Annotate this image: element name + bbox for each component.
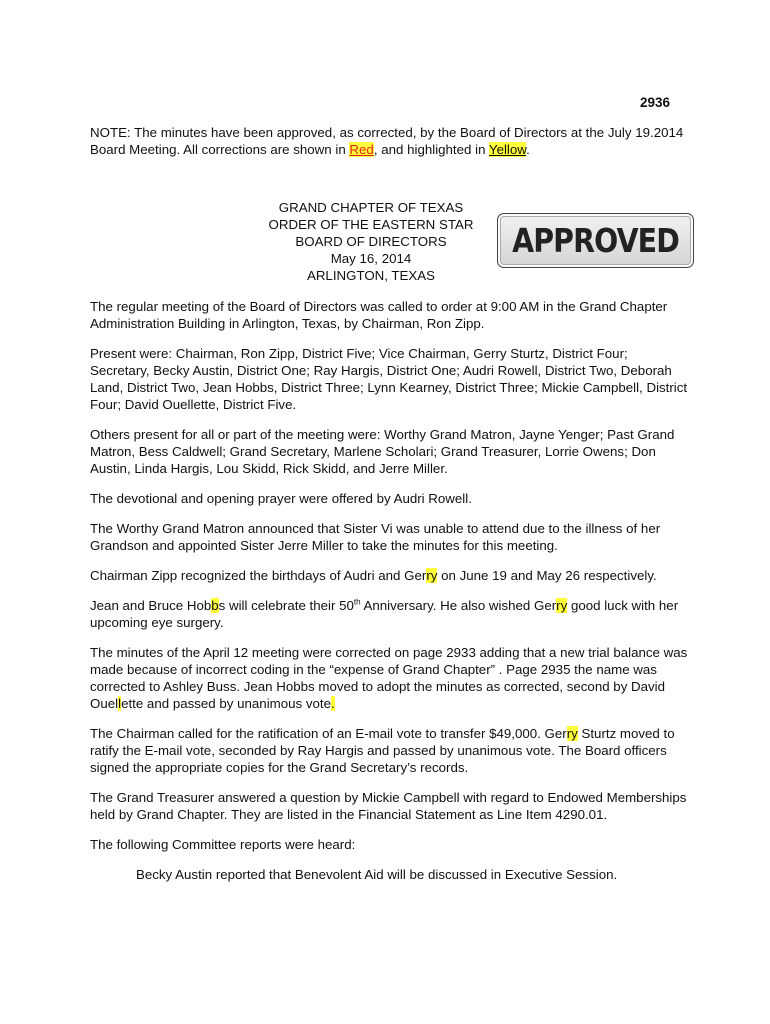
paragraph-email-vote	[90, 725, 690, 776]
header-line-2: ORDER OF THE EASTERN STAR	[268, 217, 474, 232]
note-text-2: , and highlighted in	[373, 142, 489, 157]
paragraph-announcement: The Worthy Grand Matron announced that Sister Vi was unable to attend due to the illness of her Grandson and appointed Sister Jerre Miller to take the minutes for this meeting.	[90, 521, 661, 553]
text-span: The Chairman called for the ratification of an E-mail vote to transfer $49,000. Ger	[90, 726, 567, 741]
text-span: s will celebrate their 50	[218, 598, 354, 613]
paragraph-anniversary	[90, 597, 690, 631]
document-header	[252, 199, 490, 284]
paragraph-committee-reports: The following Committee reports were heard:	[90, 837, 356, 852]
correction-highlight: b	[211, 598, 219, 613]
text-span: on June 19 and May 26 respectively.	[437, 568, 657, 583]
correction-highlight: ry	[556, 598, 568, 613]
paragraph-birthdays	[90, 567, 690, 584]
header-line-1: GRAND CHAPTER OF TEXAS	[278, 200, 464, 215]
paragraph-minutes-corrected	[90, 644, 690, 712]
header-line-4: May 16, 2014	[330, 251, 412, 266]
paragraph-present: Present were: Chairman, Ron Zipp, District Five; Vice Chairman, Gerry Sturtz, District Four; Secretary, Becky Austin, District One; Ray Hargis, District One; Audri Rowell, District Two, Deborah Land, District Two, Jean Hobbs, District Three; Lynn Kearney, District Three; Mickie Campbell, District Four; David Ouellette, District Five.	[90, 346, 688, 412]
text-span: Jean and Bruce Hob	[90, 598, 212, 613]
text-span: The minutes of the April 12 meeting were corrected on page 2933 adding that a new trial balance was made because of incorrect coding in the “expense of Grand Chapter” . Page 2935 the name was corrected to Ashley Buss. Jean Hobbs moved to adopt the minutes as corrected, second by David Ouel	[90, 645, 688, 711]
paragraph-others-present: Others present for all or part of the meeting were: Worthy Grand Matron, Jayne Yenger; Past Grand Matron, Bess Caldwell; Grand Secretary, Marlene Scholari; Grand Treasurer, Lorrie Owens; Don Austin, Linda Hargis, Lou Skidd, Rick Skidd, and Jerre Miller.	[90, 427, 675, 476]
superscript: th	[353, 597, 361, 607]
correction-note	[90, 124, 690, 158]
correction-highlight: ry	[426, 568, 438, 583]
paragraph-benevolent-aid: Becky Austin reported that Benevolent Aid will be discussed in Executive Session.	[136, 867, 618, 882]
page-number: 2936	[640, 95, 671, 110]
note-red-word: Red	[349, 142, 374, 157]
text-span: good luck with her upcoming eye surgery.	[90, 598, 679, 630]
approved-stamp	[497, 213, 694, 268]
note-yellow-word: Yellow	[488, 142, 527, 157]
note-text-1: NOTE: The minutes have been approved, as corrected, by the Board of Directors at the July 19.2014 Board Meeting. All corrections are shown in	[90, 125, 684, 157]
correction-highlight: ry	[566, 726, 578, 741]
correction-highlight: l	[118, 696, 122, 711]
paragraph-treasurer: The Grand Treasurer answered a question by Mickie Campbell with regard to Endowed Memberships held by Grand Chapter. They are listed in the Financial Statement as Line Item 4290.01.	[90, 790, 687, 822]
text-span: Chairman Zipp recognized the birthdays of Audri and Ger	[90, 568, 427, 583]
text-span: Sturtz moved to ratify the E-mail vote, seconded by Ray Hargis and passed by unanimous vote. The Board officers signed the appropriate copies for the Grand Secretary’s records.	[90, 726, 675, 775]
paragraph-devotional: The devotional and opening prayer were offered by Audri Rowell.	[90, 491, 472, 506]
correction-highlight: .	[331, 696, 335, 711]
text-span: ette and passed by unanimous vote	[121, 696, 332, 711]
header-line-5: ARLINGTON, TEXAS	[306, 268, 436, 283]
paragraph-call-to-order: The regular meeting of the Board of Directors was called to order at 9:00 AM in the Grand Chapter Administration Building in Arlington, Texas, by Chairman, Ron Zipp.	[90, 299, 668, 331]
header-line-3: BOARD OF DIRECTORS	[295, 234, 447, 249]
minutes-body	[90, 298, 690, 896]
text-span: Anniversary. He also wished Ger	[360, 598, 557, 613]
approved-stamp-text: APPROVED	[512, 221, 679, 260]
note-text-3: .	[526, 142, 530, 157]
